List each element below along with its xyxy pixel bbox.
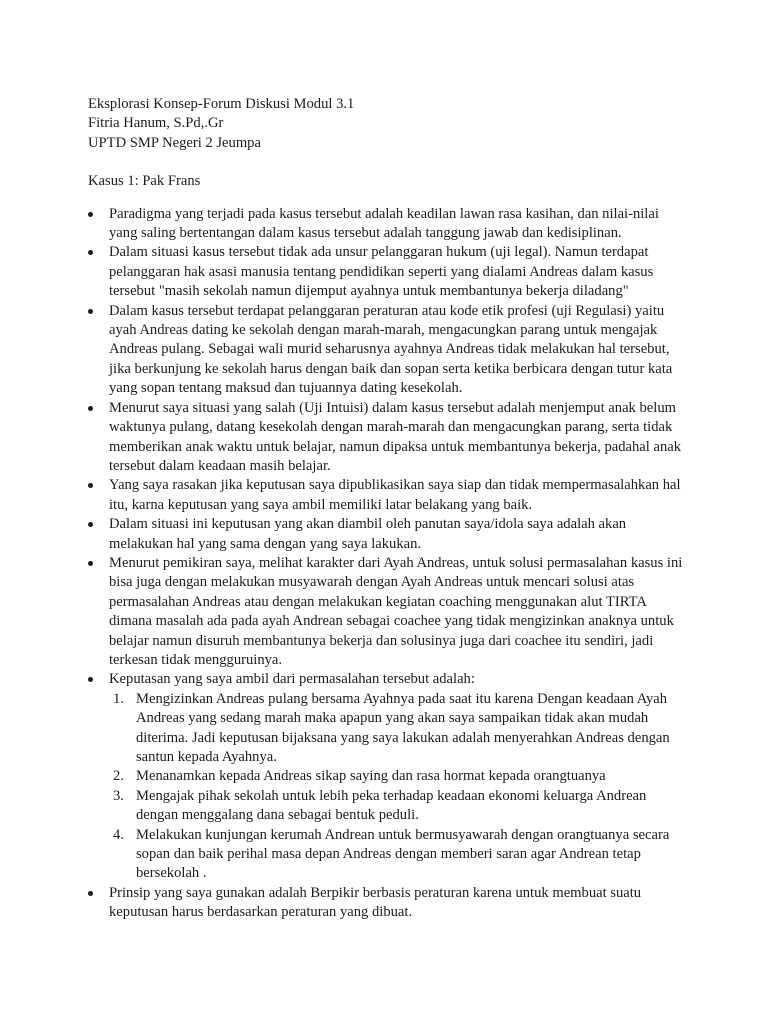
list-item [88, 399, 688, 477]
decision-list [109, 690, 688, 884]
bullet-icon [88, 483, 93, 488]
list-item-text: Dalam situasi ini keputusan yang akan diambil oleh panutan saya/idola saya adalah akan melakukan hal yang sama dengan yang saya lakukan. [109, 516, 627, 552]
list-item-text: Dalam kasus tersebut terdapat pelanggaran peraturan atau kode etik profesi (uji Regulasi) yaitu ayah Andreas dating ke sekolah dengan marah-marah, mengacungkan parang untuk mengajak Andreas pulang. Sebagai wali murid seharusnya ayahnya Andreas tidak melakukan hal tersebut, jika berkunjung ke sekolah harus dengan baik dan sopan serta ketika berbicara dengan tutur kata yang sopan tentang maksud dan tujuannya dating kesekolah. [109, 302, 673, 397]
document-title: Eksplorasi Konsep-Forum Diskusi Modul 3.1 [88, 96, 355, 112]
bullet-icon [88, 677, 93, 682]
decision-text: Menanamkan kepada Andreas sikap saying dan rasa hormat kepada orangtuanya [136, 768, 606, 785]
list-item [88, 476, 688, 515]
decision-number: 2. [113, 768, 124, 785]
decision-number: 3. [113, 787, 124, 804]
decision-text: Mengajak pihak sekolah untuk lebih peka terhadap keadaan ekonomi keluarga Andrean dengan menggalang dana sebagai bentuk peduli. [136, 787, 647, 824]
list-item-text: Menurut saya situasi yang salah (Uji Intuisi) dalam kasus tersebut adalah menjemput anak belum waktunya pulang, datang kesekolah dengan marah-marah dan mengacungkan parang, serta tidak memberikan anak waktu untuk belajar, namun dipaksa untuk membantunya bekerja, padahal anak tersebut dalam keadaan masih belajar. [109, 399, 682, 474]
bullet-icon [88, 522, 93, 527]
decision-item [109, 690, 688, 768]
list-item [88, 670, 688, 883]
list-item-text: Menurut pemikiran saya, melihat karakter dari Ayah Andreas, untuk solusi permasalahan kasus ini bisa juga dengan melakukan musyawarah dengan Ayah Andreas untuk mencari solusi atas permasalahan Andreas atau dengan melakukan kegiatan coaching menggunakan alut TIRTA dimana masalah ada pada ayah Andrean sebagai coachee yang tidak mengizinkan anaknya untuk belajar namun disuruh membantunya bekerja dan solusinya juga dari coachee itu sendiri, jadi terkesan tidak mengguruinya. [109, 554, 683, 668]
list-item-text: Paradigma yang terjadi pada kasus tersebut adalah keadilan lawan rasa kasihan, dan nilai-nilai yang saling bertentangan dalam kasus tersebut adalah tanggung jawab dan kedisiplinan. [109, 205, 659, 242]
bullet-icon [88, 561, 93, 566]
document-body [88, 95, 688, 923]
bullet-icon [88, 309, 93, 314]
decision-text: Melakukan kunjungan kerumah Andrean untuk bermusyawarah dengan orangtuanya secara sopan dan baik perihal masa depan Andreas dengan memberi saran agar Andrean tetap bersekolah . [136, 826, 670, 882]
list-item [88, 884, 688, 923]
decision-item [109, 787, 688, 826]
list-item-text: Prinsip yang saya gunakan adalah Berpikir berbasis peraturan karena untuk membuat suatu keputusan harus berdasarkan peraturan yang dibuat. [109, 884, 642, 921]
analysis-list [88, 205, 688, 923]
list-item [88, 515, 688, 554]
list-item [88, 302, 688, 399]
bullet-icon [88, 891, 93, 896]
decision-item [109, 826, 688, 884]
list-item-text: Dalam situasi kasus tersebut tidak ada unsur pelanggaran hukum (uji legal). Namun terdapat pelanggaran hak asasi manusia tentang pendidikan seperti yang dialami Andreas dalam kasus tersebut "masih sekolah namun dijemput ayahnya untuk membantunya bekerja diladang" [109, 244, 654, 300]
list-item [88, 205, 688, 244]
decision-item [109, 767, 688, 786]
bullet-icon [88, 212, 93, 217]
decision-text: Mengizinkan Andreas pulang bersama Ayahnya pada saat itu karena Dengan keadaan Ayah Andreas yang sedang marah maka apapun yang akan saya sampaikan tidak akan mudah diterima. Jadi keputusan bijaksana yang saya lakukan adalah menyerahkan Andreas dengan santun kepada Ayahnya. [136, 690, 670, 765]
author-name: Fitria Hanum, S.Pd,.Gr [88, 115, 224, 132]
bullet-icon [88, 250, 93, 255]
case-title: Kasus 1: Pak Frans [88, 173, 201, 190]
school-name: UPTD SMP Negeri 2 Jeumpa [88, 134, 261, 151]
list-item-text: Keputasan yang saya ambil dari permasalahan tersebut adalah: [109, 671, 475, 688]
list-item [88, 554, 688, 670]
decision-number: 1. [113, 690, 124, 707]
list-item-text: Yang saya rasakan jika keputusan saya dipublikasikan saya siap dan tidak mempermasalahkan hal itu, karna keputusan yang saya ambil memiliki latar belakang yang baik. [109, 477, 681, 513]
decision-number: 4. [113, 826, 124, 843]
bullet-icon [88, 406, 93, 411]
list-item [88, 243, 688, 301]
